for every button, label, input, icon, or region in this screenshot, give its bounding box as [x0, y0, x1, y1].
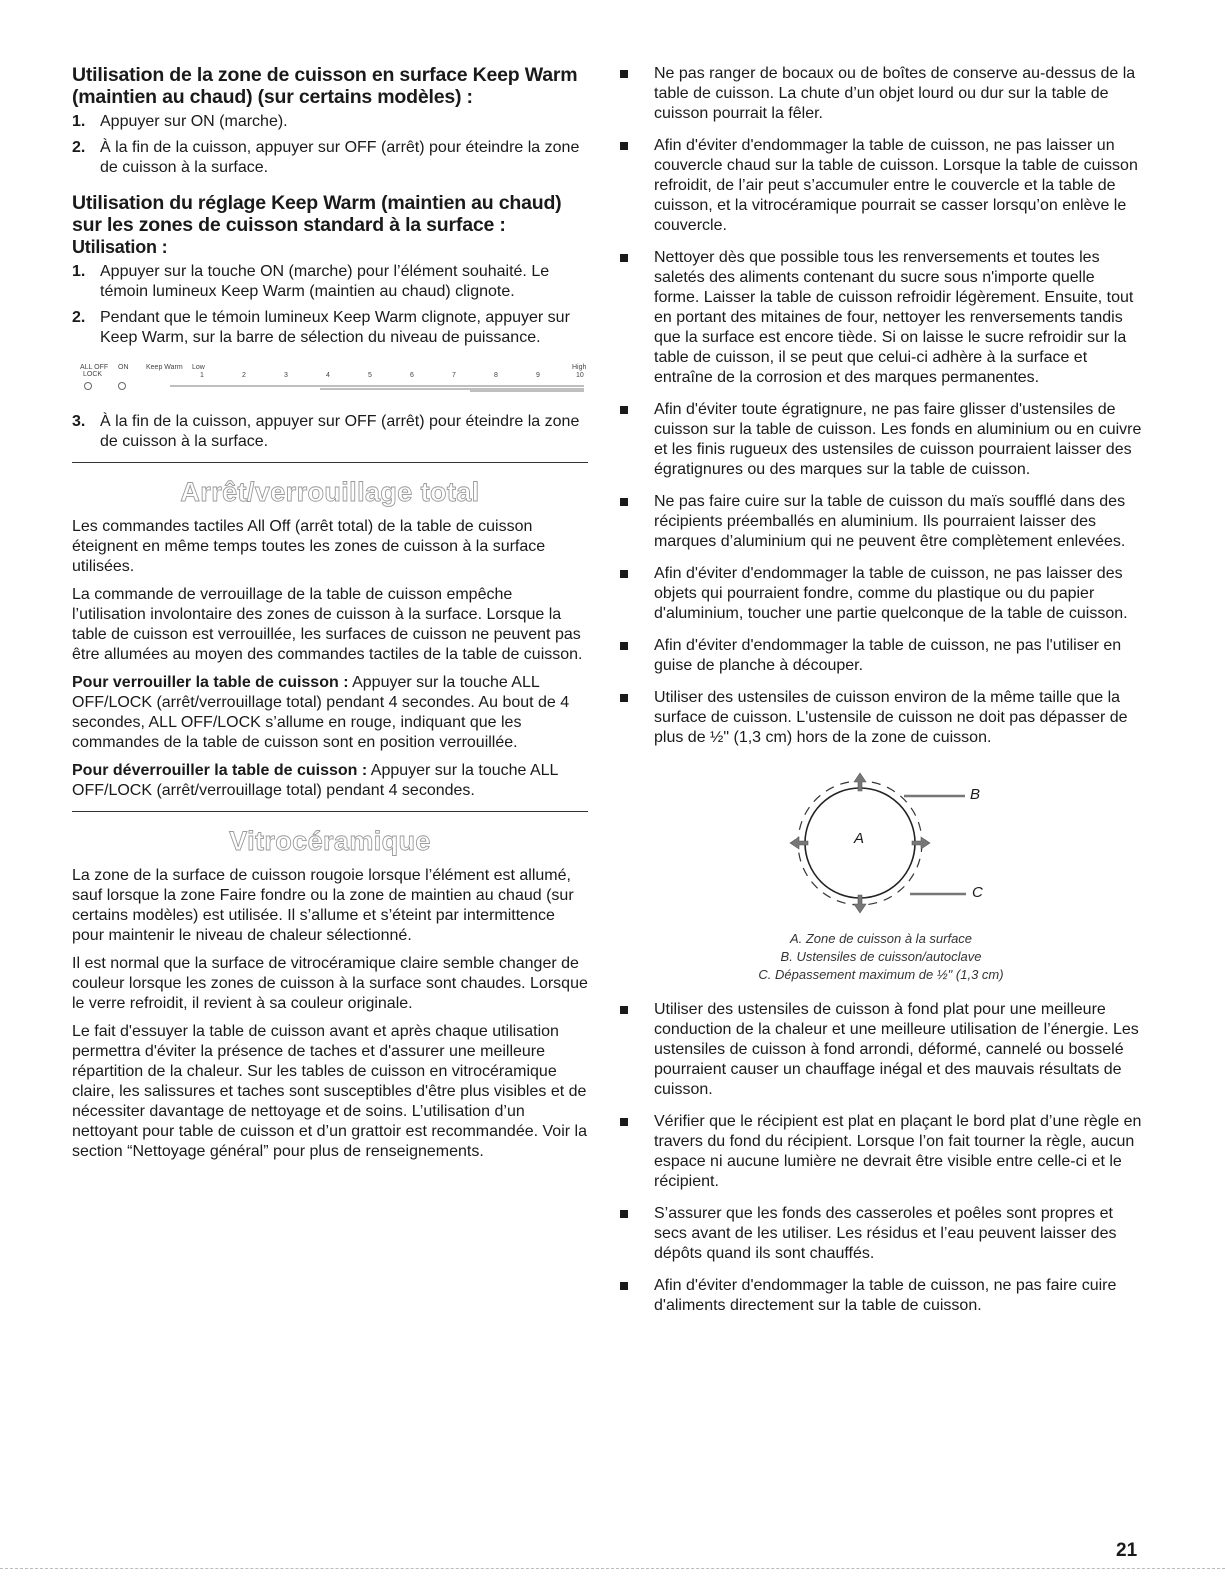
list-item: Afin d'éviter d'endommager la table de cuisson, ne pas faire cuire d'aliments directement sur la table de cuisson.	[620, 1276, 1142, 1316]
level-8-label: 8	[494, 372, 498, 379]
keep-warm-standard-steps	[72, 262, 588, 348]
lock-instructions: Pour verrouiller la table de cuisson : Appuyer sur la touche ALL OFF/LOCK (arrêt/verrouillage total) pendant 4 secondes. Au bout de 4 secondes, ALL OFF/LOCK s’allume en rouge, indiquant que les commandes de la table de cuisson sont en position verrouillée.	[72, 674, 570, 751]
low-label: Low	[192, 364, 205, 371]
keep-warm-surface-heading: Utilisation de la zone de cuisson en surface Keep Warm (maintien au chaud) (sur certains modèles) :	[72, 64, 578, 108]
level-7-label: 7	[452, 372, 456, 379]
step-item: 1. Appuyer sur la touche ON (marche) pour l’élément souhaité. Le témoin lumineux Keep Warm (maintien au chaud) clignote.	[72, 263, 550, 300]
arret-section-title: Arrêt/verrouillage total	[180, 477, 480, 507]
keep-warm-step3	[72, 412, 588, 452]
control-bar-illustration	[80, 354, 586, 404]
keep-warm-label: Keep Warm	[146, 364, 183, 371]
list-item: Utiliser des ustensiles de cuisson environ de la même taille que la surface de cuisson. L'ustensile de cuisson ne doit pas dépasser de plus de ½" (1,3 cm) hors de la zone de cuisson.	[620, 688, 1142, 748]
left-column	[72, 64, 588, 1162]
bullet-square-icon	[620, 694, 628, 702]
utilisation-subheading: Utilisation :	[72, 237, 168, 257]
list-item: Nettoyer dès que possible tous les renversements et toutes les saletés des aliments contenant du sucre sous n'importe quelle forme. Laisser la table de cuisson refroidir légèrement. Ensuite, tout en portant des mitaines de four, nettoyer les renversements tandis que la surface est encore tiède. Si on laisse le sucre refroidir sur la table de cuisson, il se peut que celui-ci adhère à la surface et entraîne de la corrosion et des marques permanentes.	[620, 248, 1142, 388]
keep-warm-standard-heading: Utilisation du réglage Keep Warm (maintien au chaud) sur les zones de cuisson standard à la surface :	[72, 192, 562, 236]
keep-warm-surface-steps	[72, 112, 588, 178]
unlock-label-bold: Pour déverrouiller la table de cuisson :	[72, 762, 368, 779]
bullet-square-icon	[620, 1210, 628, 1218]
figure-label-c: C	[972, 884, 983, 901]
vitro-paragraph-1: La zone de la surface de cuisson rougoie lorsque l’élément est allumé, sauf lorsque la zone Faire fondre ou la zone de maintien au chaud (sur certains modèles) est utilisée. Il s’allume et s’éteint par intermittence pour maintenir le niveau de chaleur sélectionné.	[72, 867, 574, 944]
section-divider	[72, 811, 588, 812]
level-6-label: 6	[410, 372, 414, 379]
figure-label-a: A	[854, 830, 865, 847]
list-item: Ne pas ranger de bocaux ou de boîtes de conserve au-dessus de la table de cuisson. La chute d’un objet lourd ou dur sur la table de cuisson pourrait la fêler.	[620, 64, 1142, 124]
level-1-label: 1	[200, 372, 204, 379]
figure-label-b: B	[970, 786, 981, 803]
list-item: Afin d'éviter toute égratignure, ne pas faire glisser d'ustensiles de cuisson sur la table de cuisson. Les fonds en aluminium ou en cuivre et les finis rugueux des ustensiles de cuisson pourraient laisser des égratignures ou des marques sur la table de cuisson.	[620, 400, 1142, 480]
caption-a: A. Zone de cuisson à la surface	[789, 931, 973, 946]
caption-b: B. Ustensiles de cuisson/autoclave	[780, 949, 982, 964]
vitro-section-title: Vitrocéramique	[229, 826, 431, 856]
list-item: Utiliser des ustensiles de cuisson à fond plat pour une meilleure conduction de la chaleur et une meilleure utilisation de l’énergie. Les ustensiles de cuisson à fond arrondi, déformé, cannelé ou bosselé pourraient causer un chauffage inégal et des mauvais résultats de cuisson.	[620, 1000, 1142, 1100]
cookware-overhang-figure	[620, 756, 1142, 926]
step-item: 2. À la fin de la cuisson, appuyer sur OFF (arrêt) pour éteindre la zone de cuisson à la surface.	[72, 139, 580, 176]
step-item: 3. À la fin de la cuisson, appuyer sur OFF (arrêt) pour éteindre la zone de cuisson à la surface.	[72, 413, 580, 450]
bullet-square-icon	[620, 498, 628, 506]
list-item: S’assurer que les fonds des casseroles et poêles sont propres et secs avant de les utiliser. Les résidus et l’eau peuvent laisser des dépôts quand ils sont chauffés.	[620, 1204, 1142, 1264]
bullet-square-icon	[620, 1282, 628, 1290]
level-10-label: 10	[576, 372, 584, 379]
bullet-square-icon	[620, 254, 628, 262]
cookware-diagram	[620, 756, 1142, 926]
all-off-button-icon	[84, 382, 92, 390]
lock-label-bold: Pour verrouiller la table de cuisson :	[72, 674, 349, 691]
care-bullets-top	[620, 64, 1142, 748]
step-item: 1. Appuyer sur ON (marche).	[72, 113, 288, 130]
bullet-square-icon	[620, 1118, 628, 1126]
lock-label: LOCK	[83, 371, 103, 378]
arret-paragraph-1: Les commandes tactiles All Off (arrêt total) de la table de cuisson éteignent en même temps toutes les zones de cuisson à la surface utilisées.	[72, 518, 546, 575]
bullet-square-icon	[620, 570, 628, 578]
right-column	[620, 64, 1142, 1328]
step-item: 2. Pendant que le témoin lumineux Keep Warm clignote, appuyer sur Keep Warm, sur la barre de sélection du niveau de puissance.	[72, 309, 570, 346]
section-divider	[72, 462, 588, 463]
bullet-square-icon	[620, 1006, 628, 1014]
on-label: ON	[118, 364, 129, 371]
vitro-paragraph-3: Le fait d'essuyer la table de cuisson avant et après chaque utilisation permettra d'éviter la présence de taches et d'assurer une meilleure répartition de la chaleur. Sur les tables de cuisson en vitrocéramique claire, les salissures et taches sont susceptibles d'être plus visibles et de nécessiter davantage de nettoyage et de soins. L’utilisation d’un nettoyant pour table de cuisson et d’un grattoir est recommandée. Voir la section “Nettoyage général” pour plus de renseignements.	[72, 1023, 587, 1160]
all-off-label: ALL OFF	[80, 364, 109, 371]
level-3-label: 3	[284, 372, 288, 379]
on-button-icon	[118, 382, 126, 390]
list-item: Ne pas faire cuire sur la table de cuisson du maïs soufflé dans des récipients préemballés en aluminium. Ils pourraient laisser des marques d’aluminium qui ne peuvent être complètement enlevées.	[620, 492, 1142, 552]
list-item: Afin d'éviter d'endommager la table de cuisson, ne pas l'utiliser en guise de planche à découper.	[620, 636, 1142, 676]
list-item: Afin d'éviter d'endommager la table de cuisson, ne pas laisser des objets qui pourraient fondre, comme du plastique ou du papier d'aluminium, toucher une partie quelconque de la table de cuisson.	[620, 564, 1142, 624]
level-2-label: 2	[242, 372, 246, 379]
level-5-label: 5	[368, 372, 372, 379]
bullet-square-icon	[620, 406, 628, 414]
level-9-label: 9	[536, 372, 540, 379]
arret-paragraph-2: La commande de verrouillage de la table de cuisson empêche l’utilisation involontaire des zones de cuisson à la surface. Lorsque la table de cuisson est verrouillée, les surfaces de cuisson ne peuvent pas être allumées au moyen des commandes tactiles de la table de cuisson.	[72, 586, 583, 663]
vitro-paragraph-2: Il est normal que la surface de vitrocéramique claire semble changer de couleur lorsque les zones de cuisson à la surface sont chaudes. Lorsque le verre refroidit, il revient à sa couleur originale.	[72, 955, 588, 1012]
bullet-square-icon	[620, 642, 628, 650]
page-number: 21	[1116, 1540, 1138, 1561]
power-level-ramp	[170, 368, 586, 392]
list-item: Afin d'éviter d'endommager la table de cuisson, ne pas laisser un couvercle chaud sur la table de cuisson. Lorsque la table de cuisson refroidit, de l’air peut s’accumuler entre le couvercle et la table de cuisson, et la vitrocéramique pourrait se casser lorsqu’on enlève le couvercle.	[620, 136, 1142, 236]
list-item: Vérifier que le récipient est plat en plaçant le bord plat d’une règle en travers du fond du récipient. Lorsque l’on fait tourner la règle, aucun espace ni aucune lumière ne devrait être visible entre celle-ci et le récipient.	[620, 1112, 1142, 1192]
bullet-square-icon	[620, 142, 628, 150]
level-4-label: 4	[326, 372, 330, 379]
unlock-instructions: Pour déverrouiller la table de cuisson : Appuyer sur la touche ALL OFF/LOCK (arrêt/verrouillage total) pendant 4 secondes.	[72, 762, 558, 799]
care-bullets-bottom	[620, 1000, 1142, 1316]
bullet-square-icon	[620, 70, 628, 78]
bottom-edge-line	[0, 1568, 1225, 1569]
caption-c: C. Dépassement maximum de ½" (1,3 cm)	[758, 967, 1004, 982]
high-label: High	[572, 364, 587, 371]
figure-caption	[620, 930, 1142, 984]
